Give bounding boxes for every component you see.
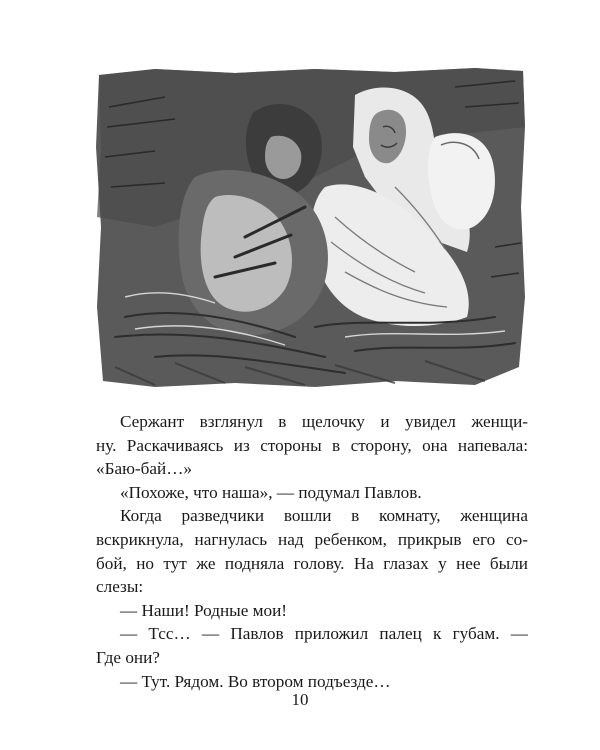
page-number: 10	[291, 690, 309, 709]
text-line: ну. Раскачиваясь из стороны в сторону, она напевала:	[96, 435, 528, 455]
text-line: — Наши! Родные мои!	[120, 600, 288, 620]
text-line: Где они?	[96, 647, 160, 667]
text-line: «Похоже, что наша», — подумал Павлов.	[120, 482, 422, 502]
illustration	[95, 67, 527, 389]
text-line: — Тут. Рядом. Во втором подъезде…	[120, 671, 391, 691]
text-line: Когда разведчики вошли в комнату, женщина	[120, 506, 528, 526]
text-line: «Баю-бай…»	[96, 459, 193, 479]
text-line: бой, но тут же подняла голову. На глазах у нее были	[96, 553, 528, 573]
text-line: слезы:	[96, 577, 144, 597]
body-text	[96, 410, 528, 693]
ink-illustration-svg	[95, 67, 527, 389]
text-line: Сержант взглянул в щелочку и увидел женщи-	[120, 412, 528, 431]
text-line: — Тсс… — Павлов приложил палец к губам. —	[120, 624, 528, 644]
text-line: вскрикнула, нагнулась над ребенком, прикрыв его со-	[96, 529, 528, 549]
